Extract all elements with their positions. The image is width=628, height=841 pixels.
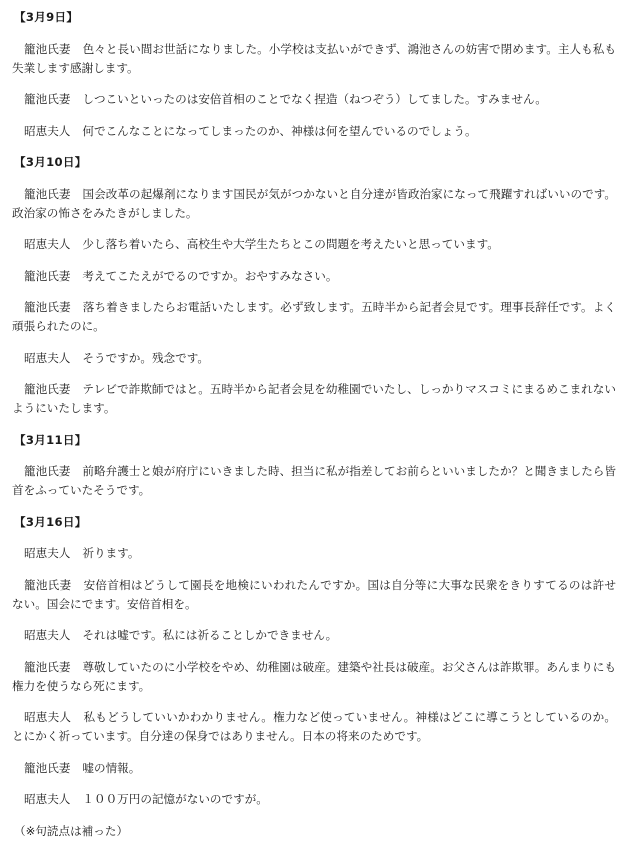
speaker-name: 籠池氏妻 [24, 268, 71, 283]
message-entry [12, 40, 616, 78]
message-entry [12, 267, 616, 286]
date-heading: 【3月16日】 [14, 514, 87, 529]
date-heading: 【3月11日】 [14, 432, 87, 447]
speaker-name: 昭恵夫人 [24, 123, 71, 138]
speaker-name: 籠池氏妻 [24, 300, 71, 314]
speaker-name: 籠池氏妻 [24, 41, 71, 56]
footnote: （※句読点は補った） [14, 823, 129, 838]
message-text: 考えてこたえがでるのですか。おやすみなさい。 [82, 268, 338, 283]
message-entry [12, 122, 616, 141]
message-entry [12, 626, 616, 645]
message-text: しつこいといったのは安倍首相のことでなく捏造（ねつぞう）してました。すみません。 [82, 92, 547, 106]
message-text: 前略弁護士と娘が府庁にいきました時、担当に私が指差してお前らといいましたか？と聞きましたら皆首をふっていたそうです。 [12, 464, 616, 497]
speaker-name: 籠池氏妻 [24, 92, 71, 106]
message-entry [12, 90, 616, 109]
message-entry [12, 349, 616, 368]
message-text: １００万円の記憶がないのですが。 [82, 792, 268, 806]
message-text: テレビで詐欺師ではと。五時半から記者会見を幼稚園でいたし、しっかりマスコミにまるめこまれないようにいたします。 [12, 382, 616, 415]
message-entry [12, 185, 616, 223]
message-text: 少し落ち着いたら、高校生や大学生たちとこの問題を考えたいと思っています。 [82, 237, 499, 251]
message-text: 尊敬していたのに小学校をやめ、幼稚園は破産。建築や社長は破産。お父さんは詐欺罪。あんまりにも権力を使うなら死にます。 [12, 659, 616, 693]
message-text: 落ち着きましたらお電話いたします。必ず致します。五時半から記者会見です。理事長辞任です。よく頑張られたのに。 [12, 300, 616, 333]
speaker-name: 昭恵夫人 [24, 792, 71, 806]
message-text: 祈ります。 [82, 546, 140, 560]
message-entry [12, 759, 616, 778]
message-text: 安倍首相はどうして園長を地検にいわれたんですか。国は自分等に大事な民衆をきりすてるのは許せない。国会にでます。安倍首相を。 [12, 577, 616, 611]
speaker-name: 昭恵夫人 [24, 546, 71, 560]
speaker-name: 籠池氏妻 [24, 577, 72, 592]
message-text: 何でこんなことになってしまったのか、神様は何を望んでいるのでしょう。 [82, 123, 477, 138]
speaker-name: 籠池氏妻 [24, 464, 71, 478]
date-heading: 【3月9日】 [14, 10, 79, 24]
speaker-name: 昭恵夫人 [24, 350, 71, 365]
message-entry [12, 708, 616, 746]
message-entry [12, 658, 616, 696]
message-entry [12, 576, 616, 614]
message-text: 色々と長い間お世話になりました。小学校は支払いができず、鴻池さんの妨害で閉めます。主人も私も失業します感謝します。 [12, 41, 616, 75]
speaker-name: 昭恵夫人 [24, 710, 72, 724]
message-text: 国会改革の起爆剤になります国民が気がつかないと自分達が皆政治家になって飛躍すればいいのです。政治家の怖さをみたきがしました。 [12, 186, 616, 220]
message-text: それは嘘です。私には祈ることしかできません。 [82, 628, 338, 642]
message-text: 嘘の情報。 [82, 760, 141, 775]
message-entry [12, 544, 616, 563]
message-text: 私もどうしていいかわかりません。権力など使っていません。神様はどこに導こうとしているのか。とにかく祈っています。自分達の保身ではありません。日本の将来のためです。 [12, 710, 616, 743]
speaker-name: 昭恵夫人 [24, 237, 71, 251]
speaker-name: 籠池氏妻 [24, 186, 71, 201]
speaker-name: 籠池氏妻 [24, 382, 71, 396]
message-text: そうですか。残念です。 [82, 350, 209, 365]
speaker-name: 昭恵夫人 [24, 628, 71, 642]
speaker-name: 籠池氏妻 [24, 659, 71, 674]
message-entry [12, 380, 616, 418]
message-entry [12, 235, 616, 254]
date-heading: 【3月10日】 [14, 155, 87, 169]
speaker-name: 籠池氏妻 [24, 760, 71, 775]
message-entry [12, 462, 616, 500]
message-entry [12, 298, 616, 336]
